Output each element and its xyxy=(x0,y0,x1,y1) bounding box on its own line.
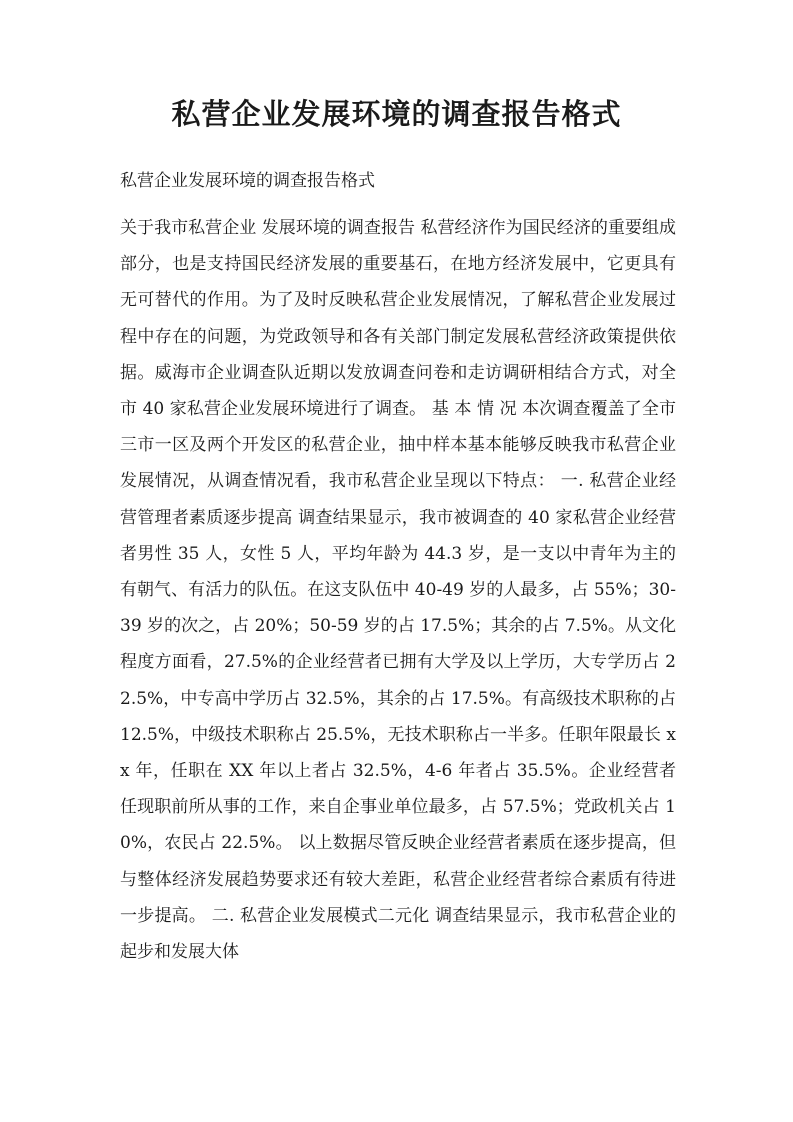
document-subtitle: 私营企业发展环境的调查报告格式 xyxy=(120,171,375,191)
document-body: 关于我市私营企业 发展环境的调查报告 私营经济作为国民经济的重要组成部分，也是支持国民经济发展的重要基石，在地方经济发展中，它更具有无可替代的作用。为了及时反映私营企业发展情况，了解私营企业发展过程中存在的问题，为党政领导和各有关部门制定发展私营经济政策提供依据。威海市企业调查队近期以发放调查问卷和走访调研相结合方式，对全市 40 家私营企业发展环境进行了调查。 基 本 情 况 本次调查覆盖了全市三市一区及两个开发区的私营企业，抽中样本基本能够反映我市私营企业发展情况，从调查情况看，我市私营企业呈现以下特点： 一. 私营企业经营管理者素质逐步提高 调查结果显示，我市被调查的 40 家私营企业经营者男性 35 人，女性 5 人，平均年龄为 44.3 岁，是一支以中青年为主的有朝气、有活力的队伍。在这支队伍中 40-49 岁的人最多，占 55%；30-39 岁的次之，占 20%；50-59 岁的占 17.5%；其余的占 7.5%。从文化程度方面看，27.5%的企业经营者已拥有大学及以上学历，大专学历占 22.5%，中专高中学历占 32.5%，其余的占 17.5%。有高级技术职称的占 12.5%，中级技术职称占 25.5%，无技术职称占一半多。任职年限最长 xx 年，任职在 XX 年以上者占 32.5%，4-6 年者占 35.5%。企业经营者任现职前所从事的工作，来自企事业单位最多，占 57.5%；党政机关占 10%，农民占 22.5%。 以上数据尽管反映企业经营者素质在逐步提高，但与整体经济发展趋势要求还有较大差距，私营企业经营者综合素质有待进一步提高。 二. 私营企业发展模式二元化 调查结果显示，我市私营企业的起步和发展大体 xyxy=(120,218,676,963)
document-title: 私营企业发展环境的调查报告格式 xyxy=(171,97,622,131)
